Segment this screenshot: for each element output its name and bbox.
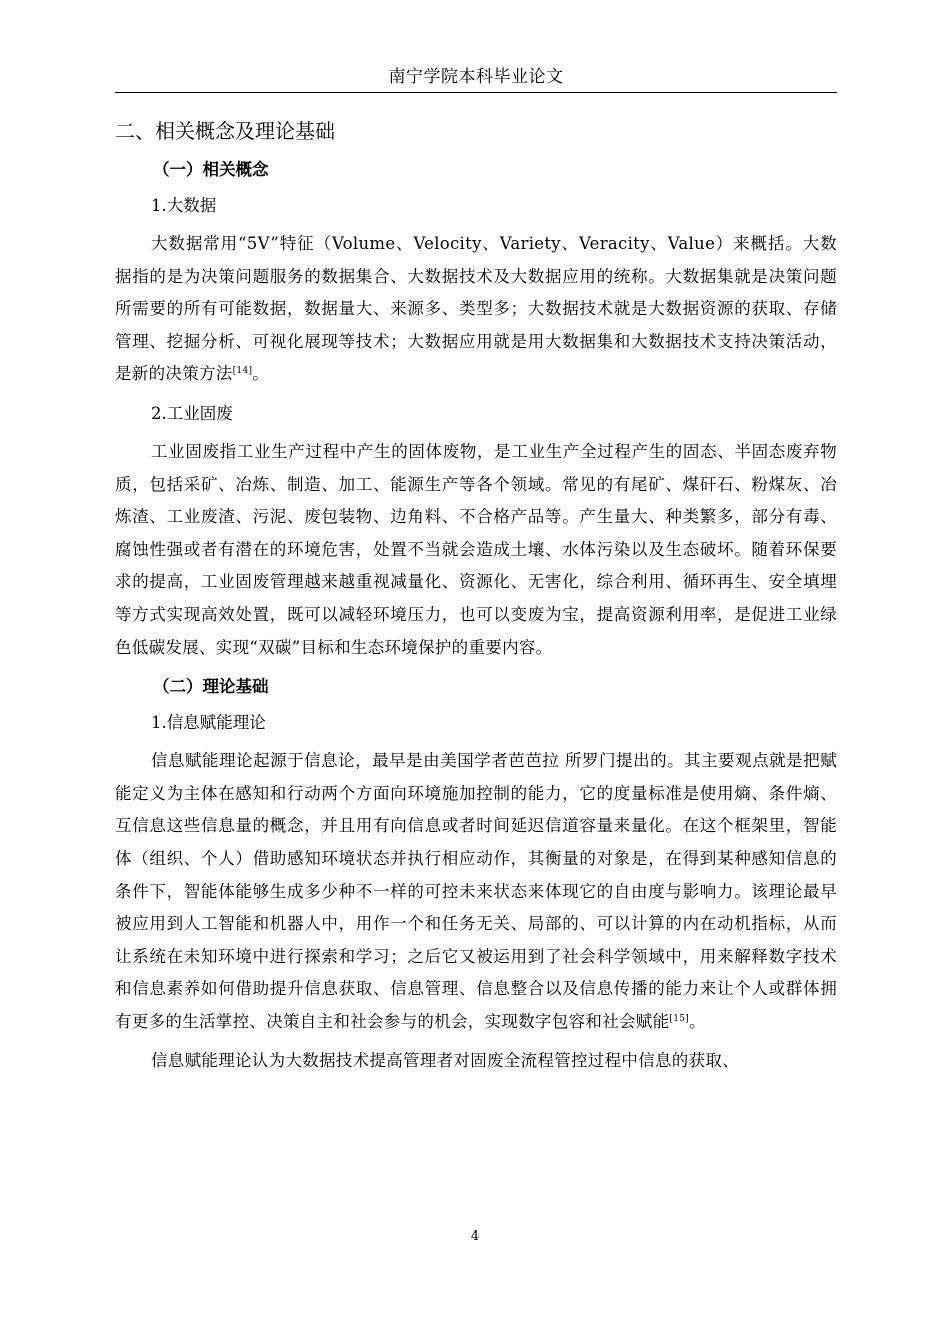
paragraph-end: 。 (689, 1011, 706, 1031)
header-rule (115, 92, 837, 93)
paragraph-text: 信息赋能理论起源于信息论，最早是由美国学者芭芭拉 所罗门提出的。其主要观点就是把赋能定义为主体在感知和行动两个方面向环境施加控制的能力，它的度量标准是使用熵、条件熵、互信息这些信息量的概念，并且用有向信息或者时间延迟信道容量来量化。在这个框架里，智能体（组织、个人）借助感知环境状态并执行相应动作，其衡量的对象是，在得到某种感知信息的条件下，智能体能够生成多少种不一样的可控未来状态来体现它的自由度与影响力。该理论最早被应用到人工智能和机器人中，用作一个和任务无关、局部的、可以计算的内在动机指标，从而让系统在未知环境中进行探索和学习；之后它又被运用到了社会科学领域中，用来解释数字技术和信息素养如何借助提升信息获取、信息管理、信息整合以及信息传播的能力来让个人或群体拥有更多的生活掌控、决策自主和社会参与的机会，实现数字包容和社会赋能 (115, 751, 837, 1031)
body-paragraph (115, 228, 837, 391)
citation: [14] (232, 366, 253, 377)
paragraph-end: 。 (252, 364, 270, 384)
paragraph-text: 大数据常用“5V”特征（Volume、Velocity、Variety、Veracity、Value）来概括。大数据指的是为决策问题服务的数据集合、大数据技术及大数据应用的统称。大数据集就是决策问题所需要的所有可能数据，数据量大、来源多、类型多；大数据技术就是大数据资源的获取、存储管理、挖掘分析、可视化展现等技术；大数据应用就是用大数据集和大数据技术支持决策活动，是新的决策方法 (115, 234, 837, 384)
body-paragraph (115, 745, 837, 1038)
running-header: 南宁学院本科毕业论文 (388, 67, 564, 87)
item-heading: 1.信息赋能理论 (151, 713, 266, 733)
page-body (115, 113, 837, 1078)
item-heading: 2.工业固废 (151, 403, 233, 423)
page-number: 4 (470, 1229, 480, 1244)
item-heading: 1.大数据 (151, 196, 217, 215)
citation: [15] (669, 1013, 690, 1024)
body-paragraph: 工业固废指工业生产过程中产生的固体废物，是工业生产全过程产生的固态、半固态废弃物质，包括采矿、冶炼、制造、加工、能源生产等各个领域。常见的有尾矿、煤矸石、粉煤灰、冶炼渣、工业废渣、污泥、废包装物、边角料、不合格产品等。产生量大、种类繁多，部分有毒、腐蚀性强或者有潜在的环境危害，处置不当就会造成土壤、水体污染以及生态破坏。随着环保要求的提高，工业固废管理越来越重视减量化、资源化、无害化，综合利用、循环再生、安全填埋等方式实现高效处置，既可以减轻环境压力，也可以变废为宝，提高资源利用率，是促进工业绿色低碳发展、实现“双碳”目标和生态环境保护的重要内容。 (115, 441, 837, 657)
subsection-heading: （二）理论基础 (153, 677, 269, 697)
body-paragraph: 信息赋能理论认为大数据技术提高管理者对固废全流程管控过程中信息的获取、 (151, 1051, 739, 1071)
subsection-heading: （一）相关概念 (153, 160, 269, 179)
section-title: 二、相关概念及理论基础 (115, 119, 335, 143)
